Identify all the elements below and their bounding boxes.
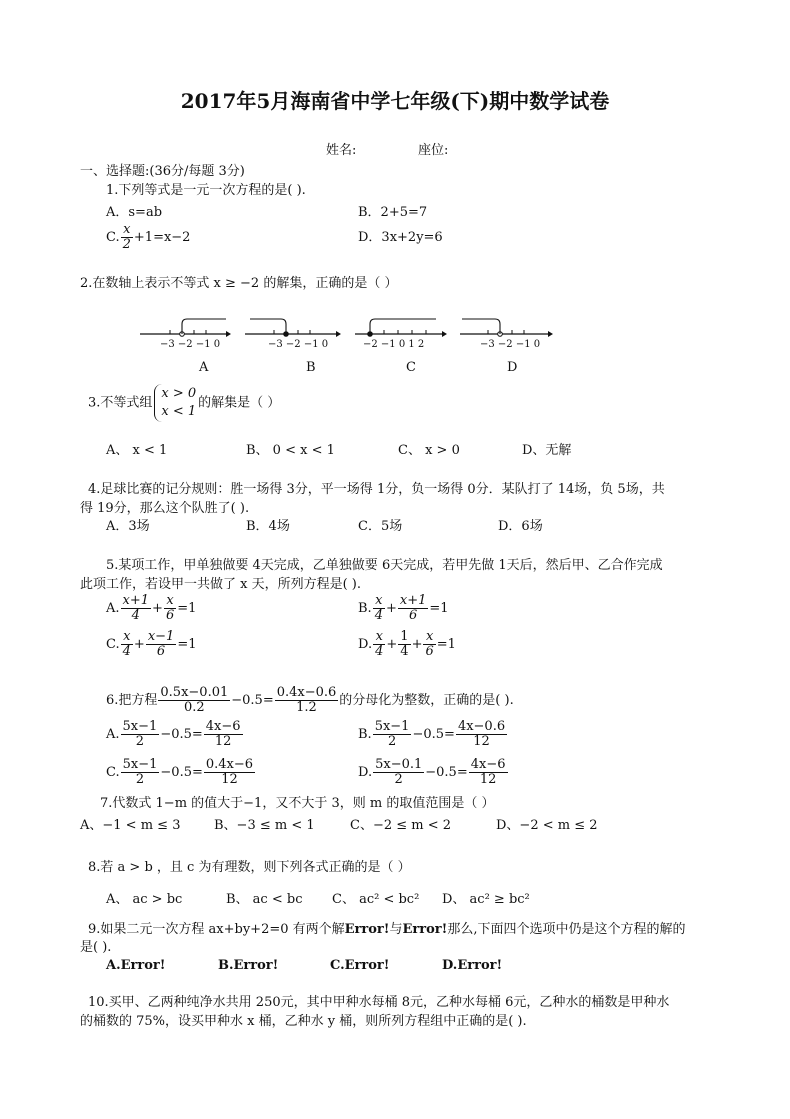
q4-option-c: C．5场 — [358, 519, 403, 534]
q3-option-d: D、无解 — [522, 443, 572, 458]
q7-option-a: A、−1 < m ≤ 3 — [80, 818, 181, 833]
q8-stem: 8.若 a > b ，且 c 为有理数，则下列各式正确的是（ ） — [88, 860, 411, 875]
q4-option-a: A．3场 — [106, 519, 150, 534]
q9-option-b: B.Error! — [218, 958, 279, 973]
q2-stem: 2.在数轴上表示不等式 x ≥ −2 的解集，正确的是（ ） — [80, 276, 398, 291]
q5-option-d: D. $\frac{x}{4}$ + $\frac{1}{4}$ + $\frac{x}{6}$ =1 — [358, 629, 456, 659]
q7-option-c: C、−2 ≤ m < 2 — [350, 818, 452, 833]
page-title: 2017年5月海南省中学七年级(下)期中数学试卷 — [180, 89, 610, 113]
q3-option-b: B、 0 < x < 1 — [246, 443, 335, 458]
q1-stem: 1.下列等式是一元一次方程的是( ). — [106, 183, 306, 198]
q1-option-a: A．s=ab — [106, 205, 163, 220]
q9-option-a: A.Error! — [106, 958, 166, 973]
q8-option-a: A、 ac > bc — [106, 892, 183, 907]
q1-option-b: B．2+5=7 — [358, 205, 428, 220]
q5-line1: 5.某项工作，甲单独做要 4天完成，乙单独做要 6天完成，若甲先做 1天后，然后甲、乙合作完成 — [106, 558, 663, 573]
q4-line2: 得 19分，那么这个队胜了( ). — [80, 501, 250, 516]
number-line-figures — [130, 310, 560, 350]
q5-option-c: C. $\frac{x}{4}$ + $\frac{x-1}{6}$ =1 — [106, 629, 197, 659]
q3-option-c: C、 x > 0 — [398, 443, 460, 458]
q5-line2: 此项工作，若设甲一共做了 x 天，所列方程是( ). — [80, 577, 362, 592]
q9-line1: 9.如果二元一次方程 ax+by+2=0 有两个解Error!与Error!那么,下面四个选项中仍是这个方程的解的 — [88, 922, 686, 937]
q9-option-d: D.Error! — [442, 958, 503, 973]
q4-option-b: B．4场 — [246, 519, 290, 534]
q2-label-d: D — [507, 360, 518, 375]
q8-option-b: B、 ac < bc — [226, 892, 303, 907]
tick-labels-a: −3 −2 −1 0 — [160, 339, 221, 350]
q2-label-b: B — [306, 360, 316, 375]
q4-line1: 4.足球比赛的记分规则：胜一场得 3分，平一场得 1分，负一场得 0分．某队打了 14场，负 5场，共 — [88, 482, 665, 497]
q1-option-d: D．3x+2y=6 — [358, 230, 443, 245]
number-line-c — [355, 319, 447, 350]
number-line-a — [140, 319, 231, 350]
q1-option-c: C. $\frac{x}{2}$ +1=x−2 — [106, 222, 191, 252]
q6-stem: 6.把方程 $\frac{0.5x-0.01}{0.2}$ −0.5= $\frac{0.4x-0.6}{1.2}$ 的分母化为整数，正确的是( ). — [106, 685, 514, 715]
seat-label: 座位: — [418, 143, 449, 158]
q6-option-c: C. $\frac{5x-1}{2}$ −0.5= $\frac{0.4x-6}{12}$ — [106, 757, 254, 787]
section-heading: 一、选择题:(36分/每题 3分) — [80, 164, 245, 179]
tick-labels-c: −2 −1 0 1 2 — [363, 339, 425, 350]
q8-option-d: D、 ac² ≥ bc² — [442, 892, 530, 907]
q5-option-b: B. $\frac{x}{4}$ + $\frac{x+1}{6}$ =1 — [358, 593, 449, 623]
q9-option-c: C.Error! — [330, 958, 390, 973]
q2-label-a: A — [199, 360, 209, 375]
q3-option-a: A、 x < 1 — [106, 443, 168, 458]
q7-option-b: B、−3 ≤ m < 1 — [214, 818, 315, 833]
name-label: 姓名: — [326, 143, 357, 158]
number-line-b — [245, 319, 341, 350]
q7-stem: 7.代数式 1−m 的值大于−1，又不大于 3，则 m 的取值范围是（ ） — [100, 796, 495, 811]
q6-option-d: D. $\frac{5x-0.1}{2}$ −0.5= $\frac{4x-6}{12}$ — [358, 757, 506, 787]
q3-stem: 3.不等式组 x > 0 x < 1 的解集是（ ） — [88, 384, 280, 422]
q10-line1: 10.买甲、乙两种纯净水共用 250元，其中甲种水每桶 8元，乙种水每桶 6元，乙种水的桶数是甲种水 — [88, 995, 670, 1010]
q3-system: x > 0 x < 1 — [154, 384, 196, 422]
q4-option-d: D．6场 — [498, 519, 543, 534]
q5-option-a: A. $\frac{x+1}{4}$ + $\frac{x}{6}$ =1 — [106, 593, 197, 623]
q9-line2: 是( ). — [80, 940, 112, 955]
q8-option-c: C、 ac² < bc² — [332, 892, 420, 907]
q7-option-d: D、−2 < m ≤ 2 — [496, 818, 598, 833]
q6-option-a: A. $\frac{5x-1}{2}$ −0.5= $\frac{4x-6}{12}$ — [106, 719, 241, 749]
q10-line2: 的桶数的 75%，设买甲种水 x 桶，乙种水 y 桶，则所列方程组中正确的是( ). — [80, 1014, 527, 1029]
tick-labels-b: −3 −2 −1 0 — [268, 339, 329, 350]
tick-labels-d: −3 −2 −1 0 — [480, 339, 541, 350]
q6-option-b: B. $\frac{5x-1}{2}$ −0.5= $\frac{4x-0.6}{12}$ — [358, 719, 506, 749]
number-line-d — [460, 319, 553, 350]
q2-label-c: C — [406, 360, 416, 375]
